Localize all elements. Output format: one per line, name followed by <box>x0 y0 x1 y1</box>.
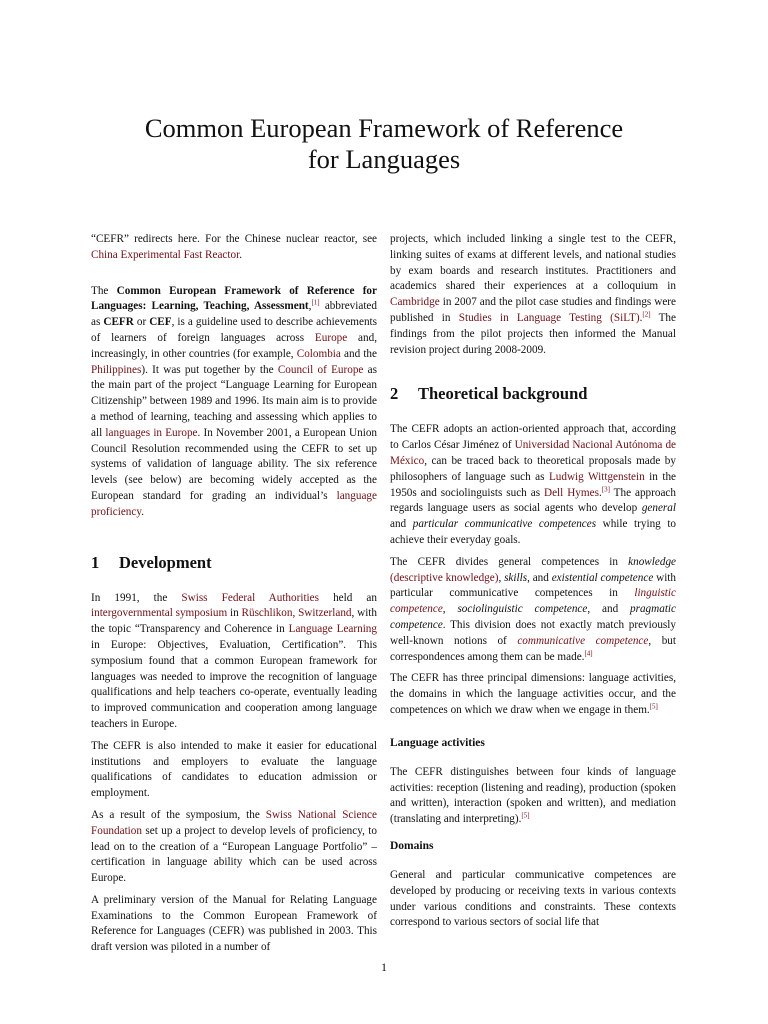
page-title <box>70 113 698 175</box>
page-number: 1 <box>381 960 387 974</box>
term-general: general <box>641 502 676 515</box>
term-cef: CEF <box>149 316 172 329</box>
title-line-2: for Languages <box>307 144 461 174</box>
activities-paragraph: The CEFR distinguishes between four kinds of language activities: reception (listening and reading), production (spoken and written), interaction (spoken and written), and mediation (translating and interpreting).[5] <box>390 765 676 826</box>
intro-paragraph: The Common European Framework of Reference for Languages: Learning, Teaching, Assessment,[1] abbreviated as CEFR or CEF, is a guideline used to describe achievements of learners of foreign languages across Europe and, increasingly, in other countries (for example, Colombia and the Philippines). It was put together by the Council of Europe as the main part of the project “Language Learning for European Citizenship” between 1989 and 1996. Its main aim is to provide a method of learning, teaching and assessing which applies to all languages in Europe. In November 2001, a European Union Council Resolution recommended using the CEFR to set up systems of validation of language ability. The six reference levels (see below) are becoming widely accepted as the European standard for grading an individual’s language proficiency. <box>91 284 378 518</box>
citation-3[interactable]: [3] <box>601 484 610 493</box>
link-europe[interactable]: Europe <box>314 331 348 344</box>
link-languages-in-europe[interactable]: languages in Europe <box>105 426 198 439</box>
title-line-1: Common European Framework of Reference <box>144 113 624 143</box>
citation-4[interactable]: [4] <box>584 648 593 657</box>
link-intergovernmental-symposium[interactable]: intergovernmental symposium <box>91 607 228 620</box>
term-sociolinguistic-competence: sociolinguistic competence <box>457 603 588 616</box>
link-philippines[interactable]: Philippines <box>91 363 142 376</box>
citation-1[interactable]: [1] <box>311 298 320 307</box>
link-cambridge[interactable]: Cambridge <box>390 296 440 309</box>
link-swiss-national-science-foundation[interactable]: Swiss National Science Foundation <box>91 808 377 837</box>
right-column <box>390 232 676 937</box>
development-paragraph-1: In 1991, the Swiss Federal Authorities held an intergovernmental symposium in Rüschlikon, Switzerland, with the topic “Transparency and Coherence in Language Learning in Europe: Objectives, Evaluation, Certification”. This symposium found that a common European framework for languages was needed to improve the recognition of language qualifications and help teachers co-operate, eventually leading to improved communication and cooperation among language teachers in Europe. <box>91 591 378 730</box>
term-knowledge: knowledge <box>628 555 676 568</box>
theory-paragraph-1: The CEFR adopts an action-oriented approach that, according to Carlos César Jiménez of Universidad Nacional Autónoma de México, can be traced back to theoretical proposals made by philosophers of language such as Ludwig Wittgenstein in the 1950s and sociolinguists such as Dell Hymes.[3] The approach regards language users as social agents who develop general and particular communicative competences while trying to achieve their everyday goals. <box>390 423 677 546</box>
link-ruschlikon[interactable]: Rüschlikon, Switzerland <box>241 607 352 620</box>
link-descriptive-knowledge[interactable]: (descriptive knowledge) <box>390 571 499 584</box>
link-language-learning[interactable]: Language Learning <box>288 623 377 636</box>
link-linguistic-competence[interactable]: linguistic competence <box>390 587 676 616</box>
section-heading-theoretical-background: 2 Theoretical background <box>390 384 588 404</box>
redirect-note: “CEFR” redirects here. For the Chinese nuclear reactor, see China Experimental Fast Reactor. <box>91 233 377 261</box>
term-full-name: Common European Framework of Reference for Languages: Learning, Teaching, Assessment <box>91 284 377 313</box>
link-swiss-federal-authorities[interactable]: Swiss Federal Authorities <box>181 591 319 604</box>
citation-5[interactable]: [5] <box>649 702 658 711</box>
subheading-language-activities: Language activities <box>390 736 485 749</box>
subheading-domains: Domains <box>390 839 434 852</box>
link-ludwig-wittgenstein[interactable]: Ludwig Wittgenstein <box>548 470 645 483</box>
citation-2[interactable]: [2] <box>642 310 651 319</box>
development-paragraph-4: A preliminary version of the Manual for Relating Language Examinations to the Common European Framework of Reference for Languages (CEFR) was published in 2003. This draft version was piloted in a number of <box>91 893 377 954</box>
development-paragraph-3: As a result of the symposium, the Swiss National Science Foundation set up a project to develop levels of proficiency, to lead on to the creation of a “European Language Portfolio” – certification in language ability which can be used across Europe. <box>91 808 377 885</box>
link-studies-in-language-testing[interactable]: Studies in Language Testing (SiLT) <box>458 311 640 324</box>
term-skills: skills <box>504 571 528 584</box>
link-dell-hymes[interactable]: Dell Hymes <box>544 486 599 499</box>
continuation-paragraph: projects, which included linking a single test to the CEFR, linking suites of exams at different levels, and national studies by exam boards and research institutes. Practitioners and academics shared their experiences at a colloquium in Cambridge in 2007 and the pilot case studies and findings were published in Studies in Language Testing (SiLT).[2] The findings from the pilot projects then informed the Manual revision project during 2008-2009. <box>390 233 676 356</box>
term-particular-communicative-competences: particular communicative competences <box>412 518 597 531</box>
domains-paragraph: General and particular communicative competences are developed by producing or receiving texts in various contexts under various conditions and constraints. These contexts correspond to various sectors of social life that <box>390 868 676 929</box>
theory-paragraph-3: The CEFR has three principal dimensions: language activities, the domains in which the language activities occur, and the competences on which we draw when we engage in them.[5] <box>390 672 676 716</box>
theory-paragraph-2: The CEFR divides general competences in knowledge (descriptive knowledge), skills, and existential competence with particular communicative competences in linguistic competence, sociolinguistic competence, and pragmatic competence. This division does not exactly match previously well-known notions of communicative competence, but correspondences among them can be made.[4] <box>390 555 677 663</box>
link-communicative-competence[interactable]: communicative competence <box>517 634 649 647</box>
link-unam[interactable]: Universidad Nacional Autónoma de México <box>390 439 677 467</box>
link-language-proficiency[interactable]: language proficiency <box>91 489 377 518</box>
term-existential-competence: existential competence <box>551 571 654 584</box>
development-paragraph-2: The CEFR is also intended to make it easier for educational institutions and employers to evaluate the language qualifications of candidates to education admission or employment. <box>91 739 377 800</box>
link-china-experimental-fast-reactor[interactable]: China Experimental Fast Reactor <box>91 248 240 261</box>
link-council-of-europe[interactable]: Council of Europe <box>277 363 364 376</box>
citation-5-second[interactable]: [5] <box>521 811 530 820</box>
left-column <box>91 232 377 962</box>
link-colombia[interactable]: Colombia <box>296 347 341 360</box>
section-heading-development: 1 Development <box>91 552 212 572</box>
term-cefr: CEFR <box>103 316 134 329</box>
term-pragmatic-competence: pragmatic competence <box>390 603 677 631</box>
